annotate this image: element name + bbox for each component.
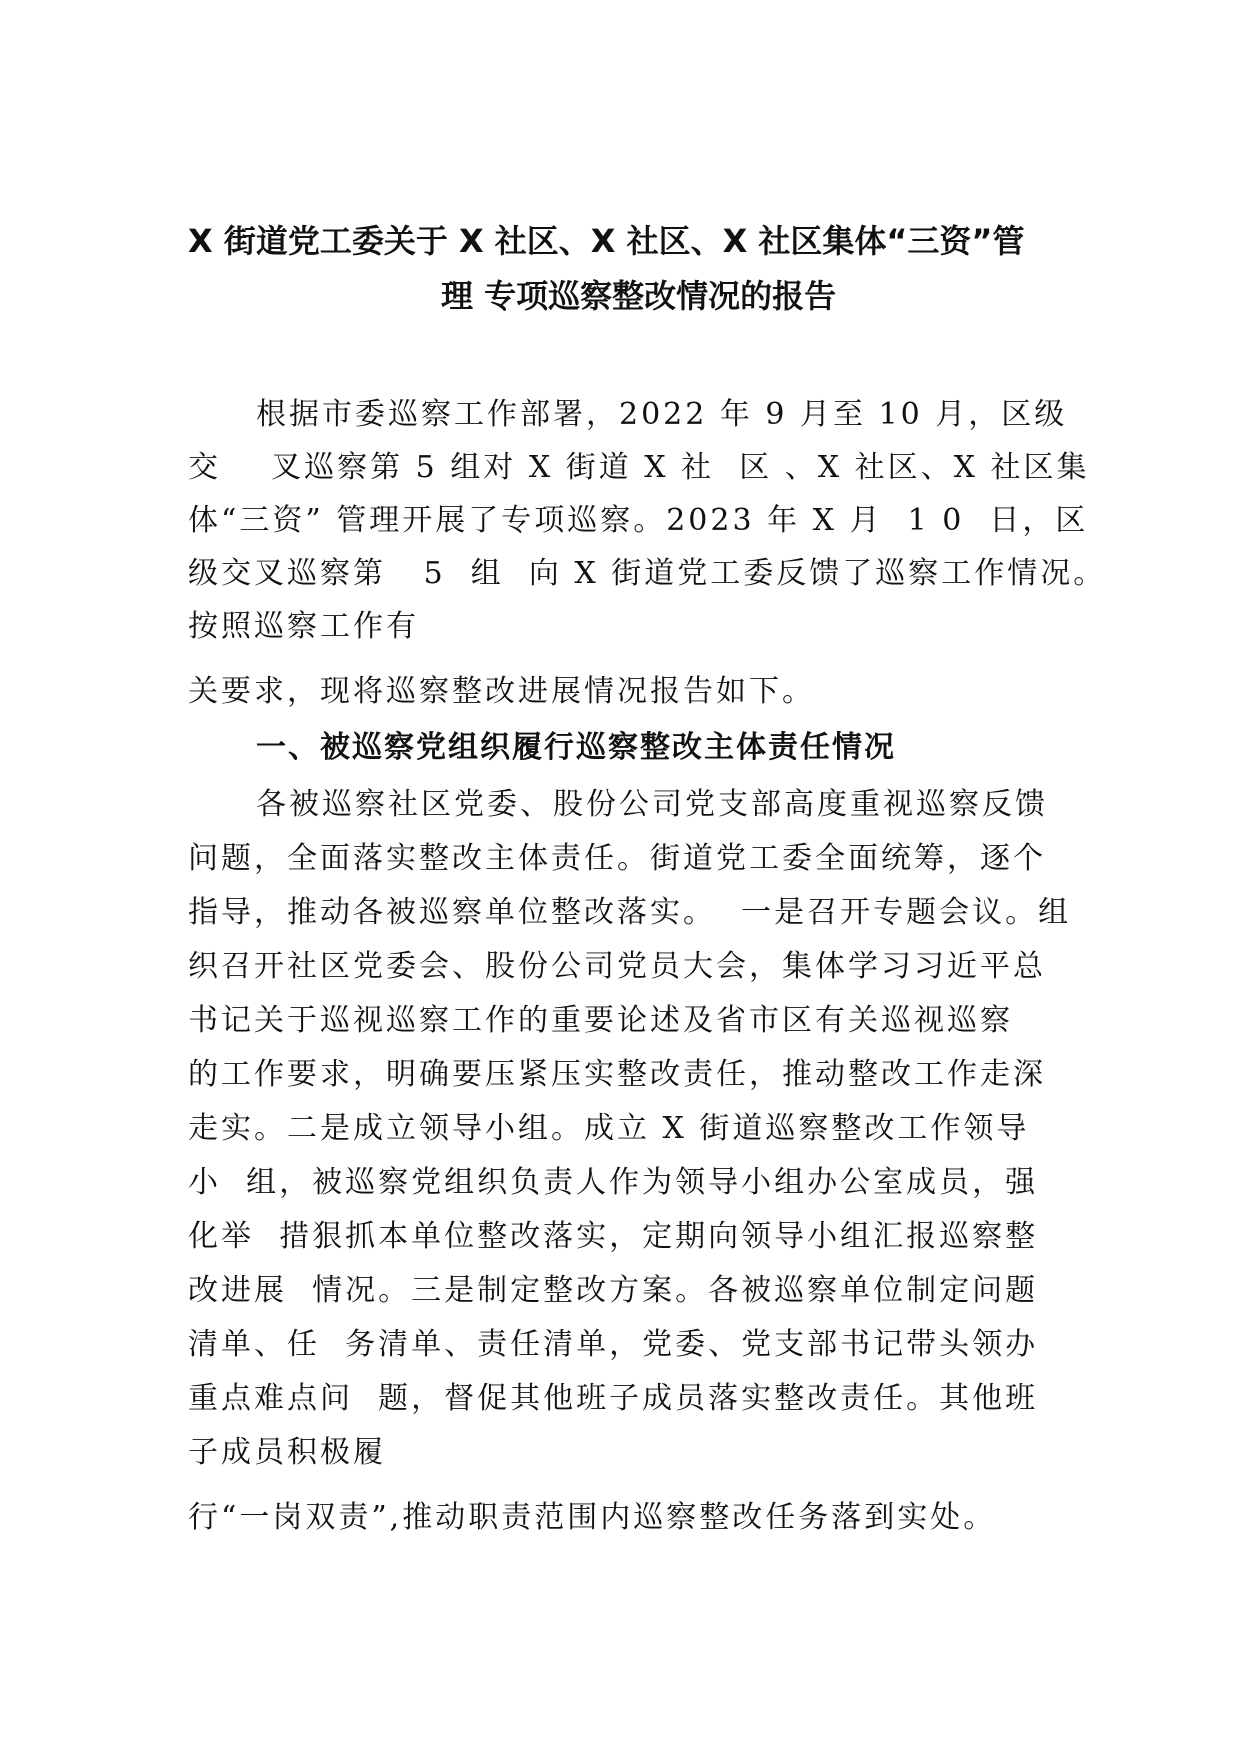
paragraph-2-line-9: 化举 措狠抓本单位整改落实，定期向领导小组汇报巡察整	[188, 1219, 1039, 1254]
paragraph-2-tail: 行“一岗双责”,推动职责范围内巡察整改任务落到实处。	[188, 1500, 997, 1535]
paragraph-2-line-13: 子成员积极履	[188, 1435, 386, 1470]
paragraph-2-line-1: 各被巡察社区党委、股份公司党支部高度重视巡察反馈	[256, 787, 1048, 822]
paragraph-1-line-5: 按照巡察工作有	[188, 609, 419, 644]
paragraph-1-line-1: 根据市委巡察工作部署，2022 年 9 月至 10 月，区级	[256, 397, 1068, 432]
paragraph-2-line-8: 小 组，被巡察党组织负责人作为领导小组办公室成员，强	[188, 1165, 1039, 1200]
paragraph-2-line-3: 指导，推动各被巡察单位整改落实。 一是召开专题会议。组	[188, 895, 1072, 930]
paragraph-2-line-7: 走实。二是成立领导小组。成立 X 街道巡察整改工作领导	[188, 1111, 1030, 1146]
paragraph-2-line-6: 的工作要求，明确要压紧压实整改责任，推动整改工作走深	[188, 1057, 1046, 1092]
paragraph-2-line-4: 织召开社区党委会、股份公司党员大会，集体学习习近平总	[188, 949, 1046, 984]
document-title-line-1: X 街道党工委关于 X 社区、X 社区、X 社区集体“三资”管	[188, 222, 1025, 260]
paragraph-2-line-11: 清单、任 务清单、责任清单，党委、党支部书记带头领办	[188, 1327, 1039, 1362]
document-title-line-2: 理 专项巡察整改情况的报告	[441, 277, 837, 315]
paragraph-1-line-2: 交 叉巡察第 5 组对 X 街道 X 社 区 、X 社区、X 社区集	[188, 450, 1090, 485]
paragraph-2-line-5: 书记关于巡视巡察工作的重要论述及省市区有关巡视巡察	[188, 1003, 1013, 1038]
paragraph-2-line-2: 问题，全面落实整改主体责任。街道党工委全面统筹，逐个	[188, 841, 1046, 876]
paragraph-1-line-4: 级交叉巡察第 5 组 向 X 街道党工委反馈了巡察工作情况。	[188, 556, 1107, 591]
paragraph-2-line-10: 改进展 情况。三是制定整改方案。各被巡察单位制定问题	[188, 1273, 1039, 1308]
paragraph-2-line-12: 重点难点问 题，督促其他班子成员落实整改责任。其他班	[188, 1381, 1039, 1416]
paragraph-1-tail: 关要求，现将巡察整改进展情况报告如下。	[188, 674, 815, 709]
paragraph-1-line-3: 体“三资” 管理开展了专项巡察。2023 年 X 月 1 0 日，区	[188, 503, 1089, 538]
section-1-heading: 一、被巡察党组织履行巡察整改主体责任情况	[256, 730, 896, 765]
